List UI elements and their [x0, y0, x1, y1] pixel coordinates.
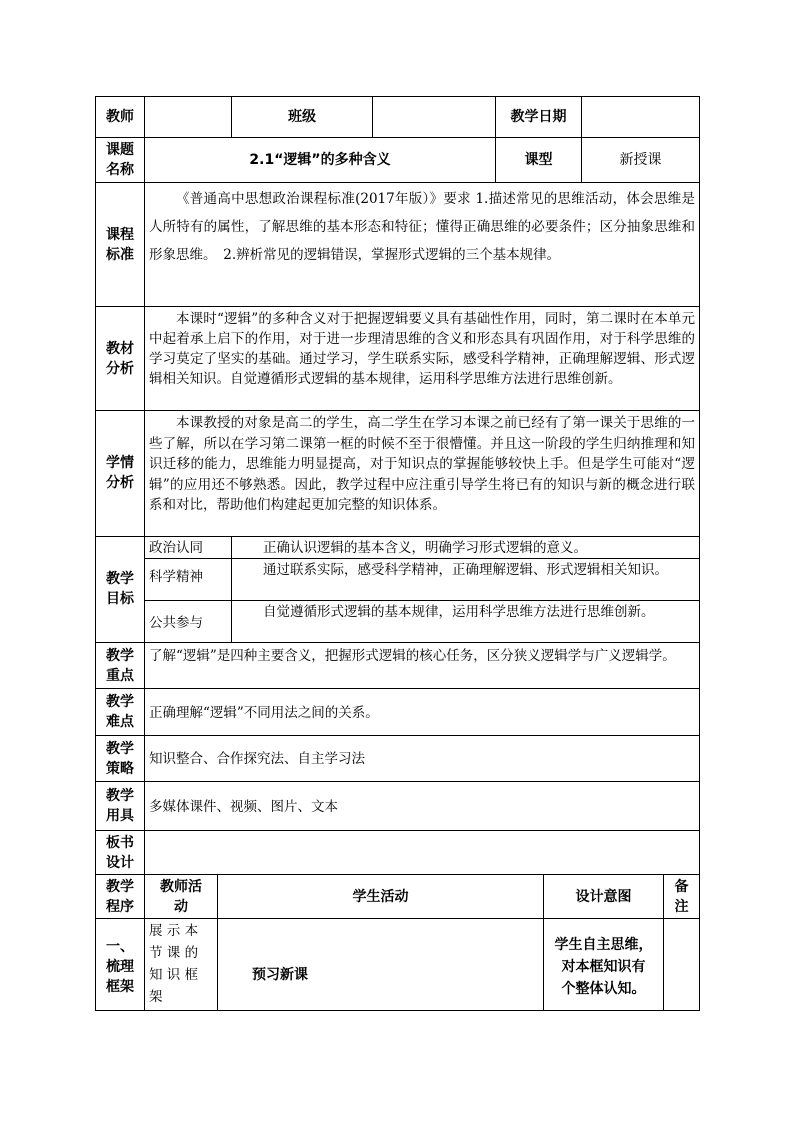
goal-text-cell-1 [231, 536, 700, 559]
procedure-label-cell [95, 874, 145, 919]
type-label-cell [495, 137, 582, 183]
title-label-line1: 课题 [106, 142, 134, 158]
class-label-cell [231, 96, 373, 138]
learners-value-cell [144, 410, 700, 537]
goal-text-3: 自觉遵循形式逻辑的基本规律，运用科学思维方法进行思维创新。 [263, 604, 655, 620]
textbook-label-cell [95, 306, 145, 411]
goal-text-cell-2 [231, 558, 700, 601]
col-student: 学生活动 [352, 889, 409, 905]
goal-name-cell-3 [144, 600, 232, 643]
step-1-student: 预习新课 [252, 967, 308, 983]
teacher-value-cell[interactable] [144, 96, 232, 138]
textbook-label-line2: 分析 [106, 361, 134, 377]
col-note-cell [663, 874, 700, 919]
goals-label-cell [95, 536, 145, 643]
textbook-value-cell [144, 306, 700, 411]
tools-label-cell [95, 781, 145, 831]
title-label-cell [95, 137, 145, 183]
tools-value-cell [144, 781, 700, 831]
difficulties-label-line1: 教学 [106, 694, 134, 710]
board-label-line1: 板书 [106, 835, 134, 851]
strategy-value-cell [144, 735, 700, 782]
date-label: 教学日期 [510, 109, 567, 125]
curriculum-value-cell [144, 182, 700, 307]
goals-label-line1: 教学 [106, 571, 134, 587]
step-1-line2: 梳理 [106, 959, 134, 975]
title-value-cell [144, 137, 496, 183]
col-intent-cell [543, 874, 664, 919]
goal-text-2: 通过联系实际，感受科学精神，正确理解逻辑、形式逻辑相关知识。 [263, 562, 668, 578]
type-value-cell [581, 137, 700, 183]
type-label: 课型 [524, 152, 553, 168]
keypoints-label-line2: 重点 [106, 668, 134, 684]
goal-name-2: 科学精神 [149, 569, 203, 585]
class-label: 班级 [288, 109, 316, 125]
step-1-intent-cell [543, 918, 664, 1011]
step-1-student-cell [217, 918, 544, 1011]
strategy-label-line1: 教学 [106, 741, 134, 757]
learners-label-line2: 分析 [106, 475, 134, 491]
goal-name-cell-1 [144, 536, 232, 559]
learners-text: 本课教授的对象是高二的学生，高二学生在学习本课之前已经有了第一课关于思维的一些了解，所以在学习第二课第一框的时候不至于很懵懂。并且这一阶段的学生归纳推理和知识迁移的能力，思维能力明显提高，对于知识点的掌握能够较快上手。但是学生可能对“逻辑”的应用还不够熟悉。因此，教学过程中应注重引导学生将已有的知识与新的概念进行联系和对比，帮助他们构建起更加完整的知识体系。 [149, 415, 695, 513]
strategy-text: 知识整合、合作探究法、自主学习法 [149, 751, 365, 767]
keypoints-value-cell [144, 642, 700, 689]
curriculum-text: 《普通高中思想政治课程标准(2017年版）》要求 1.描述常见的思维活动，体会思维是人所特有的属性，了解思维的基本形态和特征；懂得正确思维的必要条件；区分抽象思维和形象思维。 2.辨析常见的逻辑错误，掌握形式逻辑的三个基本规律。 [149, 191, 695, 263]
col-teacher-line1: 教师活 [160, 879, 202, 895]
step-1-teacher-cell [144, 918, 218, 1011]
curriculum-label-line2: 标准 [106, 247, 134, 263]
class-value-cell[interactable] [372, 96, 496, 138]
title-label-line2: 名称 [106, 162, 134, 178]
lesson-title: 2.1“逻辑”的多种含义 [249, 152, 391, 168]
step-1-teacher-line1: 展 示 本 [149, 923, 199, 939]
step-1-intent-line2: 对本框知识有 [561, 959, 646, 975]
date-label-cell [495, 96, 582, 138]
difficulties-label-line2: 难点 [106, 714, 134, 730]
step-1-teacher-line3: 知 识 框 [149, 967, 199, 983]
goal-name-3: 公共参与 [149, 615, 203, 631]
goal-name-cell-2 [144, 558, 232, 601]
board-label-cell [95, 830, 145, 875]
teacher-label: 教师 [106, 109, 134, 125]
board-value-cell[interactable] [144, 830, 700, 875]
keypoints-label-line1: 教学 [106, 648, 134, 664]
date-value-cell[interactable] [581, 96, 700, 138]
col-teacher-cell [144, 874, 218, 919]
goals-label-line2: 目标 [106, 591, 134, 607]
procedure-label-line1: 教学 [106, 879, 134, 895]
col-note-line2: 注 [674, 899, 689, 915]
difficulties-text: 正确理解“逻辑”不同用法之间的关系。 [149, 705, 379, 721]
tools-label-line1: 教学 [106, 788, 134, 804]
tools-label-line2: 用具 [106, 808, 134, 824]
step-1-intent-line1: 学生自主思维， [554, 937, 653, 953]
step-1-teacher-line4: 架 [149, 989, 163, 1005]
col-teacher-line2: 动 [174, 899, 188, 915]
strategy-label-cell [95, 735, 145, 782]
teacher-label-cell [95, 96, 145, 138]
tools-text: 多媒体课件、视频、图片、文本 [149, 799, 338, 815]
step-1-note-cell[interactable] [663, 918, 700, 1011]
step-1-line1: 一、 [106, 939, 134, 955]
curriculum-label-cell [95, 182, 145, 307]
textbook-text: 本课时“逻辑”的多种含义对于把握逻辑要义具有基础性作用，同时，第二课时在本单元中起着承上启下的作用，对于进一步理清思维的含义和形态具有巩固作用，对于科学思维的学习莫定了坚实的基础。通过学习，学生联系实际，感受科学精神，正确理解逻辑、形式逻辑相关知识。自觉遵循形式逻辑的基本规律，运用科学思维方法进行思维创新。 [149, 311, 695, 387]
step-1-cell [95, 918, 145, 1011]
goal-text-1: 正确认识逻辑的基本含义，明确学习形式逻辑的意义。 [263, 540, 587, 556]
curriculum-label-line1: 课程 [106, 227, 134, 243]
learners-label-cell [95, 410, 145, 537]
goal-name-1: 政治认同 [149, 540, 203, 556]
type-value: 新授课 [619, 152, 662, 168]
difficulties-label-cell [95, 688, 145, 736]
step-1-teacher-line2: 节 课 的 [149, 945, 199, 961]
learners-label-line1: 学情 [106, 455, 134, 471]
keypoints-text: 了解“逻辑”是四种主要含义，把握形式逻辑的核心任务，区分狭义逻辑学与广义逻辑学。 [149, 648, 676, 664]
col-intent: 设计意图 [575, 889, 632, 905]
strategy-label-line2: 策略 [106, 761, 134, 777]
col-note-line1: 备 [674, 879, 689, 895]
textbook-label-line1: 教材 [106, 341, 134, 357]
goal-text-cell-3 [231, 600, 700, 643]
keypoints-label-cell [95, 642, 145, 689]
step-1-intent-line3: 个整体认知。 [561, 981, 646, 997]
difficulties-value-cell [144, 688, 700, 736]
step-1-line3: 框架 [106, 979, 134, 995]
col-student-cell [217, 874, 544, 919]
board-label-line2: 设计 [106, 855, 134, 871]
procedure-label-line2: 程序 [106, 899, 134, 915]
